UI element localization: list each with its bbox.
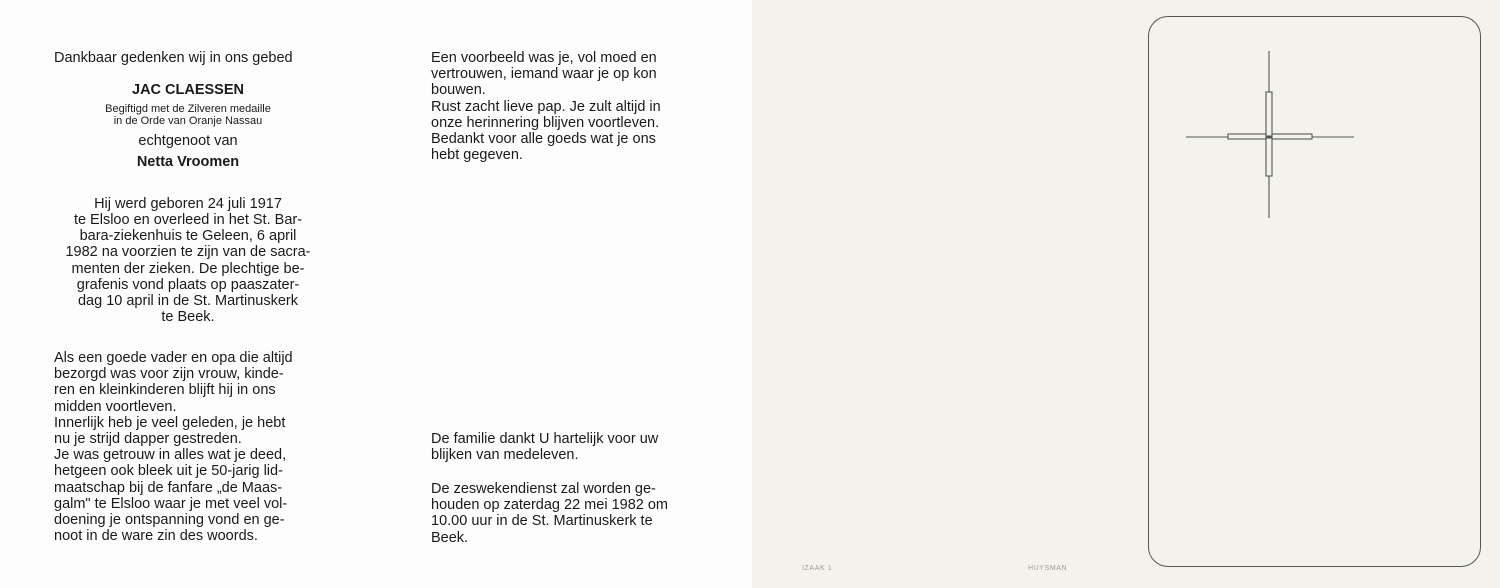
- spouse-name: Netta Vroomen: [136, 153, 240, 170]
- poem-line: bouwen.: [431, 82, 486, 99]
- printer-imprint-right: HUYSMAN: [1028, 565, 1068, 572]
- tribute-line: noot in de ware zin des woords.: [54, 528, 258, 545]
- biography-line: te Beek.: [161, 309, 215, 326]
- tribute-line: galm" te Elsloo waar je met veel vol-: [54, 495, 288, 512]
- memorial-line: 10.00 uur in de St. Martinuskerk te: [431, 513, 653, 530]
- tribute-line: ren en kleinkinderen blijft hij in ons: [54, 382, 276, 399]
- tribute-line: Innerlijk heb je veel geleden, je hebt: [54, 414, 286, 431]
- poem-paragraph: [431, 50, 699, 163]
- memorial-service-paragraph: [431, 481, 699, 546]
- poem-line: hebt gegeven.: [431, 147, 523, 164]
- deceased-name: JAC CLAESSEN: [132, 82, 244, 99]
- thanks-paragraph: [431, 431, 699, 463]
- tribute-line: doening je ontspanning vond en ge-: [54, 512, 285, 529]
- biography-line: grafenis vond plaats op paaszater-: [76, 276, 300, 293]
- honors-text: [54, 103, 322, 127]
- poem-line: Een voorbeeld was je, vol moed en: [431, 50, 657, 66]
- memorial-line: De zeswekendienst zal worden ge-: [431, 481, 656, 497]
- tribute-line: maatschap bij de fanfare „de Maas-: [54, 479, 283, 496]
- cross-icon: [1180, 48, 1360, 224]
- honors-line: Begiftigd met de Zilveren medaille: [105, 103, 271, 116]
- printer-imprint-left: IZAAK 1: [802, 565, 833, 572]
- tribute-line: hetgeen ook bleek uit je 50-jarig lid-: [54, 463, 283, 480]
- thanks-line: blijken van medeleven.: [431, 447, 579, 464]
- biography-line: 1982 na voorzien te zijn van de sacra-: [65, 244, 311, 261]
- honors-line: in de Orde van Oranje Nassau: [113, 115, 263, 128]
- thanks-line: De familie dankt U hartelijk voor uw: [431, 431, 659, 447]
- spouse-label: echtgenoot van: [138, 133, 238, 150]
- dedication-line: Dankbaar gedenken wij in ons gebed: [54, 50, 293, 66]
- tribute-line: Je was getrouw in alles wat je deed,: [54, 447, 287, 464]
- poem-line: Bedankt voor alle goeds wat je ons: [431, 131, 656, 148]
- tribute-line: midden voortleven.: [54, 398, 177, 415]
- poem-line: onze herinnering blijven voortleven.: [431, 114, 660, 131]
- biography-paragraph: [54, 196, 322, 326]
- memorial-line: Beek.: [431, 529, 469, 546]
- biography-line: te Elsloo en overleed in het St. Bar-: [73, 212, 303, 229]
- left-text-column: [54, 50, 322, 325]
- biography-line: dag 10 april in de St. Martinuskerk: [77, 293, 299, 310]
- tribute-line: bezorgd was voor zijn vrouw, kinde-: [54, 366, 284, 383]
- biography-line: menten der zieken. De plechtige be-: [71, 260, 305, 277]
- poem-line: Rust zacht lieve pap. Je zult altijd in: [431, 98, 661, 115]
- tribute-paragraph: [54, 350, 322, 544]
- memorial-line: houden op zaterdag 22 mei 1982 om: [431, 497, 669, 514]
- biography-line: bara-ziekenhuis te Geleen, 6 april: [79, 228, 297, 245]
- tribute-line: Als een goede vader en opa die altijd: [54, 350, 293, 366]
- tribute-line: nu je strijd dapper gestreden.: [54, 431, 242, 448]
- poem-line: vertrouwen, iemand waar je op kon: [431, 66, 657, 83]
- biography-line: Hij werd geboren 24 juli 1917: [94, 195, 282, 212]
